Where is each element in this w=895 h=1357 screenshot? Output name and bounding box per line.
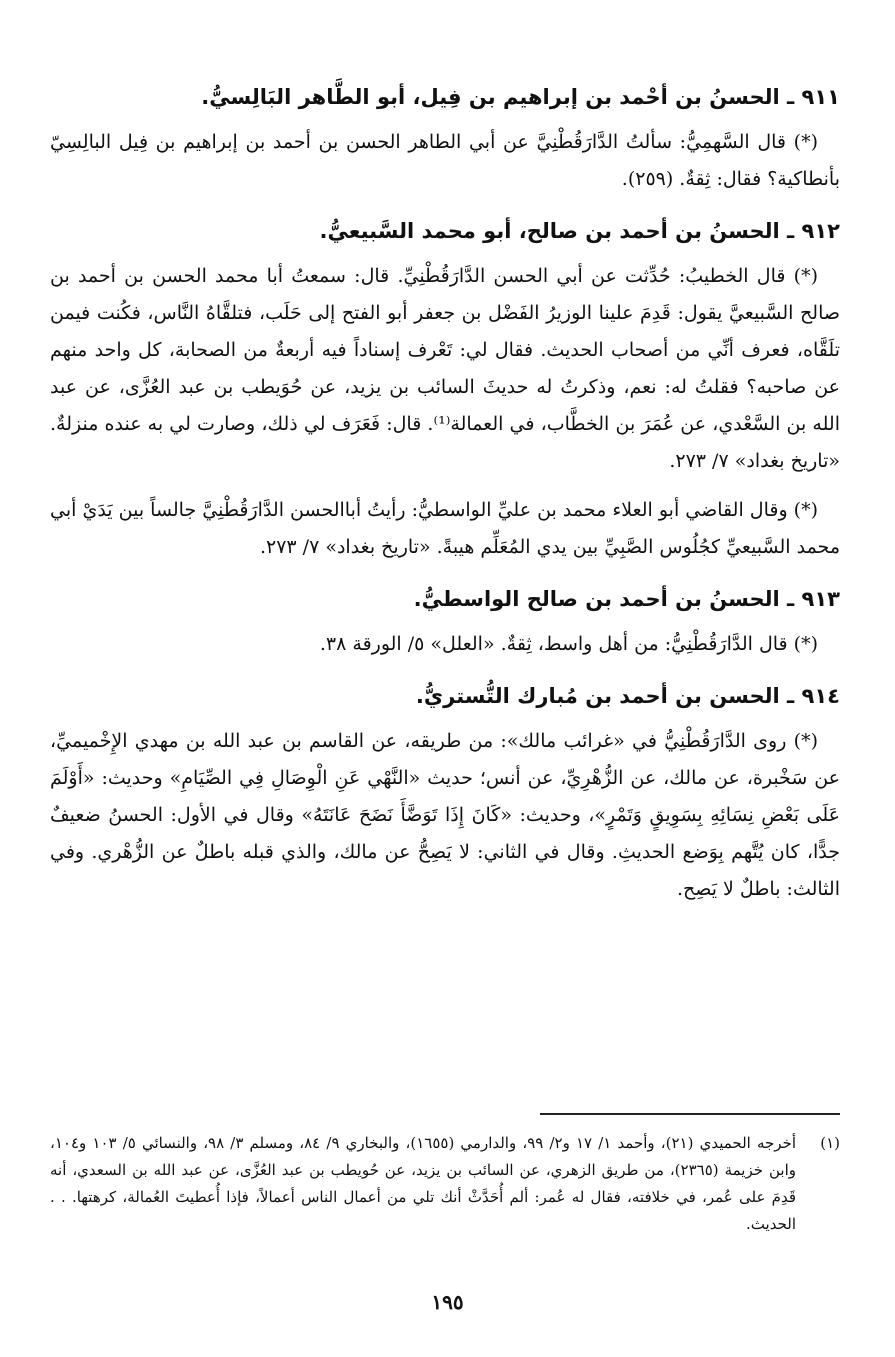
entry-heading: ٩١٣ ـ الحسنُ بن أحمد بن صالح الواسطيُّ. [413, 587, 840, 611]
footnotes [50, 1130, 840, 1238]
entry-heading: ٩١٤ ـ الحسن بن أحمد بن مُبارك التُّستريُّ. [415, 684, 840, 708]
entry-911 [50, 78, 840, 198]
footnote-divider [540, 1113, 840, 1115]
footnote-text: أخرجه الحميدي (٢١)، وأحمد ١/ ١٧ و٢/ ٩٩، والدارمي (١٦٥٥)، والبخاري ٩/ ٨٤، ومسلم ٣/ ٩٨، والنسائي ٥/ ١٠٣ و١٠٤، وابن خزيمة (٢٣٦٥)، من طريق الزهري، عن السائب بن يزيد، عن حُويطب بن عبد العُزَّى، عن عبد الله بن السعدي، أنه قَدِمَ على عُمر، في خلافته، فقال له عُمر: ألم أُحَدَّثْ أنك تلي من أعمال الناس أعمالاً، فإذا أُعطيتَ العُمالة، كرهتها. . . الحديث. [50, 1134, 796, 1233]
entry-paragraph: (*) روى الدَّارَقُطْنِيُّ في «غرائب مالك»: من طريقه، عن القاسم بن عبد الله بن مهدي الإِخْميميِّ، عن سَخْبرة، عن مالك، عن الزُّهْرِيِّ، عن أنس؛ حديث «النَّهْي عَنِ الْوِصَالِ فِي الصِّيَامِ» وحديث: «أَوْلَمَ عَلَى بَعْضِ نِسَائِهِ بِسَوِيقٍ وَتَمْرٍ»، وحديث: «كَانَ إِذَا تَوَضَّأَ نَضَحَ عَانَتَهُ» وقال في الأول: الحسنُ ضعيفٌ جدًّا، كان يُتَّهم بِوَضع الحديثِ. وقال في الثاني: لا يَصِحُّ عن مالك، والذي قبله باطلٌ عن الزُّهْري. وفي الثالث: باطلٌ لا يَصِح. [50, 730, 840, 900]
entry-paragraph: (*) وقال القاضي أبو العلاء محمد بن عليِّ الواسطيُّ: رأيتُ أباالحسن الدَّارَقُطْنِيَّ جالساً بين يَدَيْ أبي محمد السَّبيعيِّ كجُلُوس الصَّبِيِّ بين يدي المُعَلِّم هيبةً. «تاريخ بغداد» ٧/ ٢٧٣. [50, 499, 840, 558]
entry-paragraph: (*) قال السَّهمِيُّ: سألتُ الدَّارَقُطْنِيَّ عن أبي الطاهر الحسن بن أحمد بن إبراهيم بن فِيل البالِسِيّ بأنطاكية؟ فقال: ثِقةٌ. (٢٥٩). [50, 131, 840, 190]
footnote-mark: (١) [820, 1134, 840, 1152]
footnote-1 [50, 1130, 840, 1238]
entry-914 [50, 677, 840, 908]
page-number: ١٩٥ [431, 1290, 464, 1314]
entry-913 [50, 580, 840, 663]
entry-heading: ٩١٢ ـ الحسنُ بن أحمد بن صالح، أبو محمد السَّبيعيُّ. [319, 219, 840, 243]
page-body [50, 78, 840, 922]
entry-paragraph: (*) قال الخطيبُ: حُدِّثت عن أبي الحسن الدَّارَقُطْنِيِّ. قال: سمعتُ أبا محمد الحسن بن أحمد بن صالح السَّبيعيَّ يقول: قَدِمَ علينا الوزيرُ الفَضْل بن جعفر أبو الفتح إلى حَلَب، فتلقَّاهُ النَّاس، فكُنت فيمن تلَقَّاه، فعرف أنِّي من أصحاب الحديث. فقال لي: تَعْرف إسناداً فيه أربعةٌ من الصحابة، كل واحد منهم عن صاحبه؟ فقلتُ له: نعم، وذكرتُ له حديثَ السائب بن يزيد، عن حُوَيطب بن عبد العُزَّى، عن عبد الله بن السَّعْدي، عن عُمَرَ بن الخطَّاب، في العمالة⁽¹⁾. قال: فَعَرَف لي ذلك، وصارت لي به عنده منزلةٌ. «تاريخ بغداد» ٧/ ٢٧٣. [50, 265, 840, 472]
entry-912 [50, 212, 840, 566]
entry-heading: ٩١١ ـ الحسنُ بن أحْمد بن إبراهيم بن فِيل، أبو الطَّاهر البَالِسيُّ. [201, 85, 840, 109]
entry-paragraph: (*) قال الدَّارَقُطْنِيُّ: من أهل واسط، ثِقةٌ. «العلل» ٥/ الورقة ٣٨. [319, 633, 818, 655]
